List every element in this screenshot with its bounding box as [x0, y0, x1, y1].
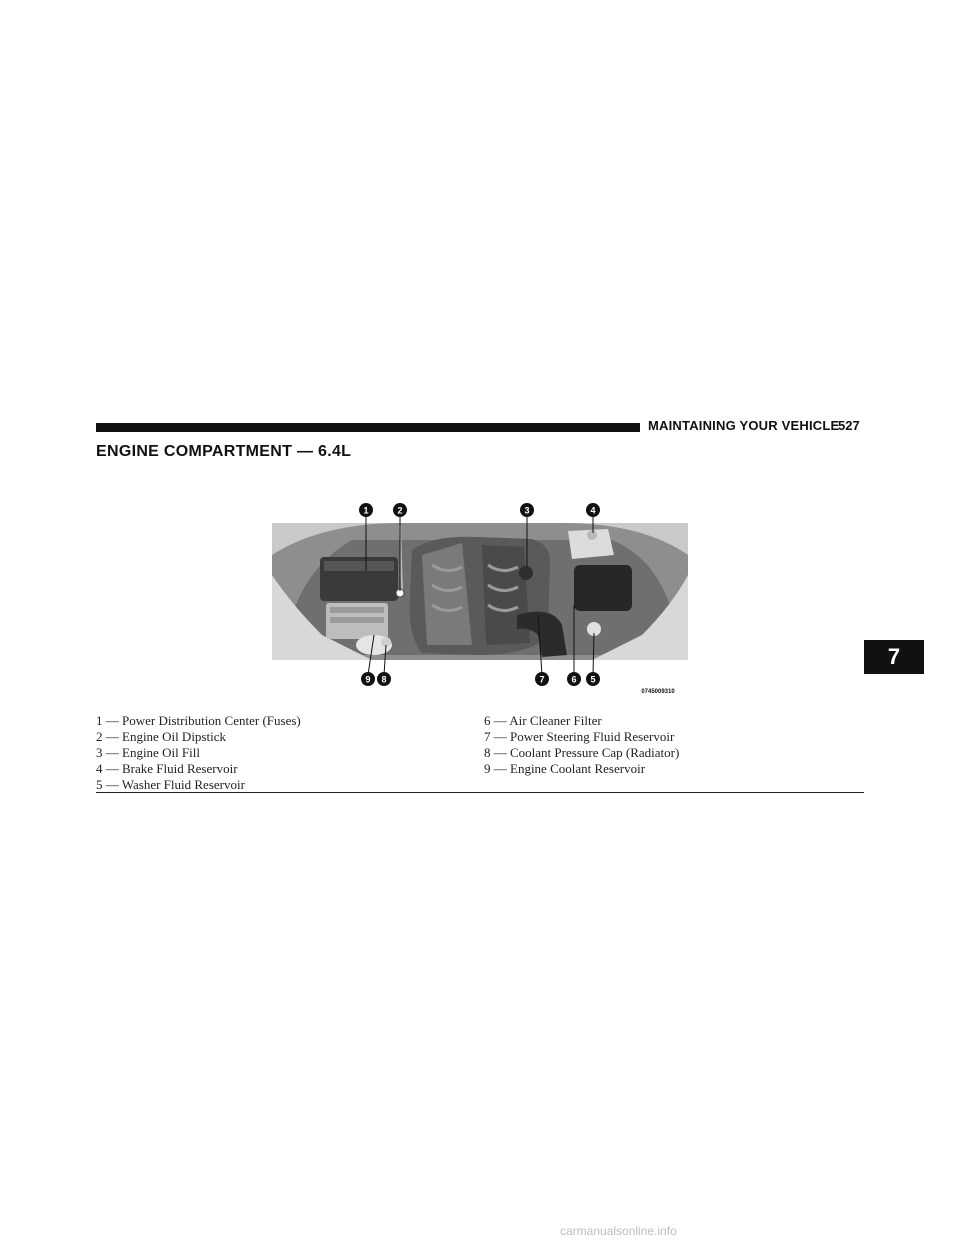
callout-8 — [377, 672, 391, 686]
callout-9 — [361, 672, 375, 686]
callout-5 — [586, 672, 600, 686]
svg-text:6: 6 — [571, 674, 577, 685]
section-title: MAINTAINING YOUR VEHICLE — [648, 418, 840, 433]
legend-item: 9 — Engine Coolant Reservoir — [484, 761, 646, 776]
svg-text:8: 8 — [381, 674, 387, 685]
callout-6 — [567, 672, 581, 686]
svg-text:9: 9 — [365, 674, 371, 685]
legend-item: 1 — Power Distribution Center (Fuses) — [96, 713, 301, 728]
legend-item: 4 — Brake Fluid Reservoir — [96, 761, 238, 776]
page-number: 527 — [838, 418, 860, 433]
legend-item: 5 — Washer Fluid Reservoir — [96, 777, 245, 792]
callout-7 — [535, 672, 549, 686]
header-rule-bar — [96, 423, 640, 432]
watermark: carmanualsonline.info — [560, 1224, 677, 1238]
legend-left-column — [96, 713, 301, 793]
svg-text:2: 2 — [397, 505, 403, 516]
svg-text:7: 7 — [539, 674, 545, 685]
svg-text:4: 4 — [590, 505, 596, 516]
legend-bottom-rule — [96, 792, 864, 793]
chapter-tab: 7 — [864, 640, 924, 674]
legend-item: 6 — Air Cleaner Filter — [484, 713, 602, 728]
page-title: ENGINE COMPARTMENT — 6.4L — [96, 443, 352, 460]
figure-image-code: 0745009310 — [641, 689, 675, 695]
engine-compartment-figure — [262, 495, 702, 700]
callout-2 — [393, 503, 407, 517]
svg-text:5: 5 — [590, 674, 596, 685]
legend-item: 3 — Engine Oil Fill — [96, 745, 200, 760]
callout-3 — [520, 503, 534, 517]
svg-text:1: 1 — [363, 505, 369, 516]
legend-right-column — [484, 713, 679, 777]
legend-item: 2 — Engine Oil Dipstick — [96, 729, 226, 744]
legend-item: 8 — Coolant Pressure Cap (Radiator) — [484, 745, 680, 760]
engine-illustration — [262, 495, 702, 700]
callout-1 — [359, 503, 373, 517]
legend-item: 7 — Power Steering Fluid Reservoir — [484, 729, 675, 744]
callout-4 — [586, 503, 600, 517]
svg-text:3: 3 — [524, 505, 530, 516]
